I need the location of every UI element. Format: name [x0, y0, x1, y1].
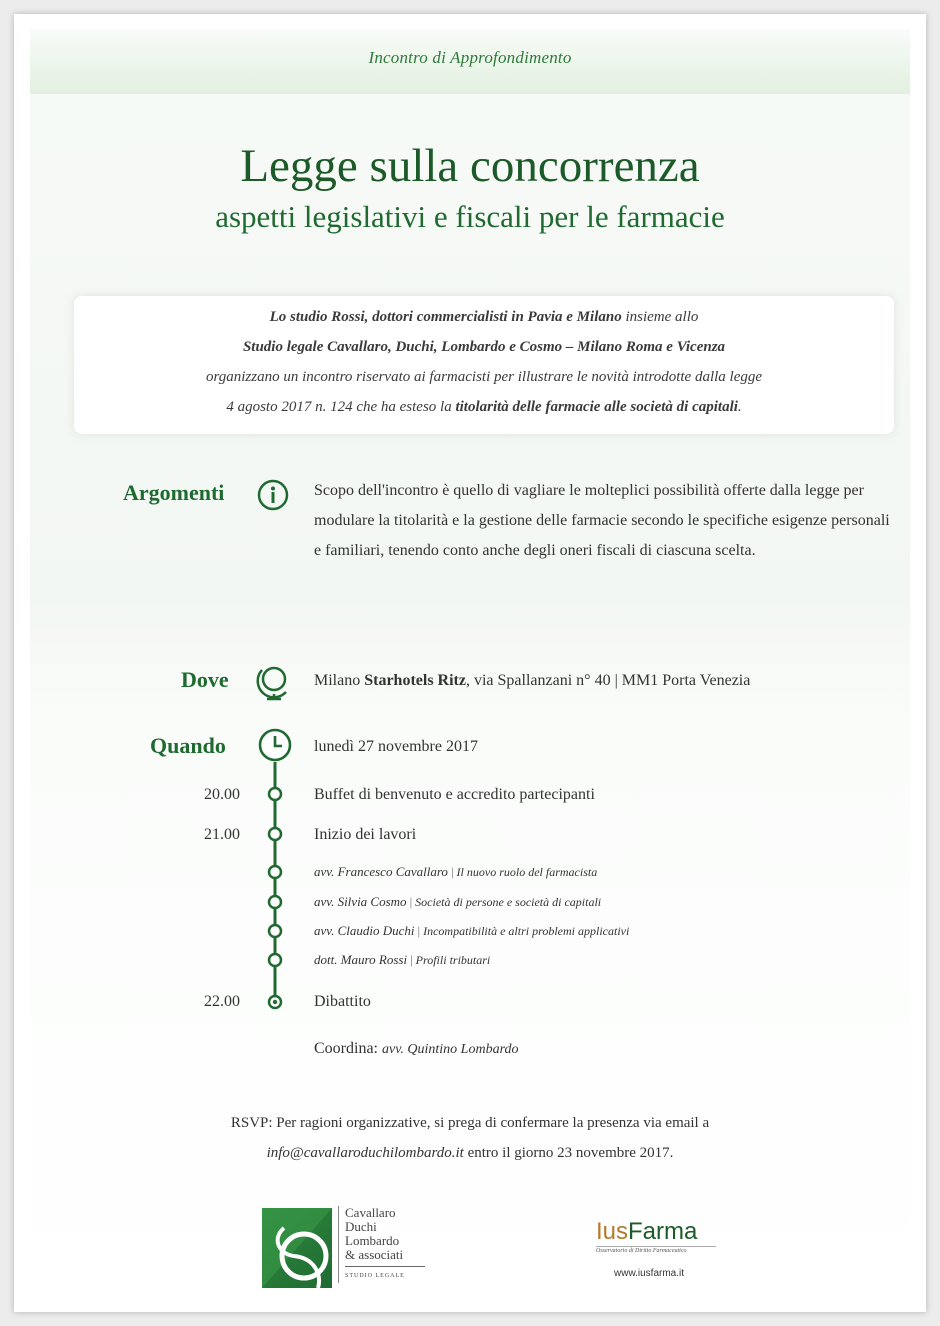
speaker-name: avv. Claudio Duchi — [314, 923, 415, 938]
page-subtitle: aspetti legislativi e fiscali per le farmacie — [215, 199, 725, 234]
schedule-item: Dibattito — [314, 993, 371, 1010]
dove-city: Milano — [314, 672, 365, 689]
schedule-time: 20.00 — [204, 786, 240, 803]
intro-end: . — [737, 399, 742, 415]
top-banner — [30, 38, 910, 94]
cavallaro-wordmark — [338, 1206, 425, 1283]
iusfarma-wordmark — [596, 1218, 726, 1246]
flyer — [30, 30, 910, 1296]
coordina — [314, 1040, 519, 1058]
intro-line-2 — [74, 332, 894, 362]
schedule-item: Inizio dei lavori — [314, 826, 417, 843]
brand-part-b: Farma — [628, 1218, 698, 1245]
iusfarma-website-link[interactable]: www.iusfarma.it — [614, 1268, 685, 1279]
dove-address: , via Spallanzani n° 40 | MM1 Porta Venezia — [465, 672, 751, 689]
quando-date: lunedì 27 novembre 2017 — [314, 738, 478, 755]
timeline-icon — [256, 726, 296, 1016]
dove-venue: Starhotels Ritz — [364, 672, 466, 689]
speaker-item: avv. Silvia Cosmo | Società di persone e società di capitali — [314, 894, 602, 909]
intro-connector: insieme allo — [621, 309, 699, 325]
brand-part-a: Ius — [596, 1218, 629, 1245]
rsvp-line-1: RSVP: Per ragioni organizzative, si prega di confermare la presenza via email a — [230, 1115, 710, 1131]
iusfarma-tagline: Osservatorio di Diritto Farmaceutico — [596, 1246, 716, 1254]
info-icon — [256, 478, 290, 512]
coordina-label: Coordina: — [314, 1040, 382, 1057]
ampersand-logo-icon — [262, 1208, 332, 1288]
intro-line-1 — [74, 302, 894, 332]
page-frame — [14, 14, 926, 1312]
speaker-topic: Profili tributari — [415, 953, 491, 967]
argomenti-text: Scopo dell'incontro è quello di vagliare le molteplici possibilità offerte dalla legge per modulare la titolarità e la gestione delle farmacie secondo le specifiche esigenze personali e familiari, tenendo conto anche degli oneri fiscali di ciascuna scelta. — [314, 482, 890, 559]
schedule-time: 22.00 — [204, 993, 240, 1010]
eyebrow-text: Incontro di Approfondimento — [368, 48, 572, 67]
dove-text — [314, 672, 750, 690]
schedule-time: 21.00 — [204, 826, 240, 843]
coordina-name: avv. Quintino Lombardo — [382, 1042, 519, 1057]
speaker-topic: Incompatibilità e altri problemi applicativi — [423, 924, 630, 938]
speaker-topic: Società di persone e società di capitali — [415, 895, 602, 909]
rsvp-line-2 — [30, 1138, 910, 1168]
argomenti-label: Argomenti — [123, 480, 225, 505]
speaker-name: dott. Mauro Rossi — [314, 952, 408, 967]
intro-line-3: organizzano un incontro riservato ai farmacisti per illustrare le novità introdotte dalla legge — [205, 369, 763, 385]
page-title: Legge sulla concorrenza — [240, 140, 700, 192]
logo-line: Duchi — [345, 1219, 377, 1234]
iusfarma-logo — [596, 1218, 726, 1288]
rsvp-block — [30, 1108, 910, 1168]
logo-line: & associati — [345, 1247, 404, 1262]
speaker-name: avv. Francesco Cavallaro — [314, 864, 448, 879]
speaker-item: dott. Mauro Rossi | Profili tributari — [314, 952, 491, 967]
intro-highlight: titolarità delle farmacie alle società di capitali — [455, 399, 738, 415]
speaker-item: avv. Francesco Cavallaro | Il nuovo ruolo del farmacista — [314, 864, 598, 879]
intro-box — [74, 296, 894, 434]
speaker-item: avv. Claudio Duchi | Incompatibilità e altri problemi applicativi — [314, 923, 630, 938]
intro-line-4 — [74, 392, 894, 422]
intro-organizer-2: Studio legale Cavallaro, Duchi, Lombardo e Cosmo – Milano Roma e Vicenza — [242, 339, 726, 355]
speaker-name: avv. Silvia Cosmo — [314, 894, 407, 909]
logo-line: Cavallaro — [345, 1205, 396, 1220]
rsvp-email-link[interactable]: info@cavallaroduchilombardo.it — [266, 1145, 464, 1161]
logo-tag: STUDIO LEGALE — [345, 1266, 425, 1283]
cavallaro-logo — [262, 1206, 422, 1292]
speaker-topic: Il nuovo ruolo del farmacista — [456, 865, 598, 879]
intro-organizer-1: Lo studio Rossi, dottori commercialisti in Pavia e Milano — [269, 309, 622, 325]
logo-line: Lombardo — [345, 1233, 400, 1248]
quando-label: Quando — [150, 733, 226, 758]
globe-icon — [256, 662, 294, 702]
schedule-item: Buffet di benvenuto e accredito partecipanti — [314, 786, 595, 803]
rsvp-deadline: entro il giorno 23 novembre 2017. — [463, 1145, 674, 1161]
dove-label: Dove — [181, 667, 229, 692]
intro-law: 4 agosto 2017 n. 124 che ha esteso la — [226, 399, 456, 415]
